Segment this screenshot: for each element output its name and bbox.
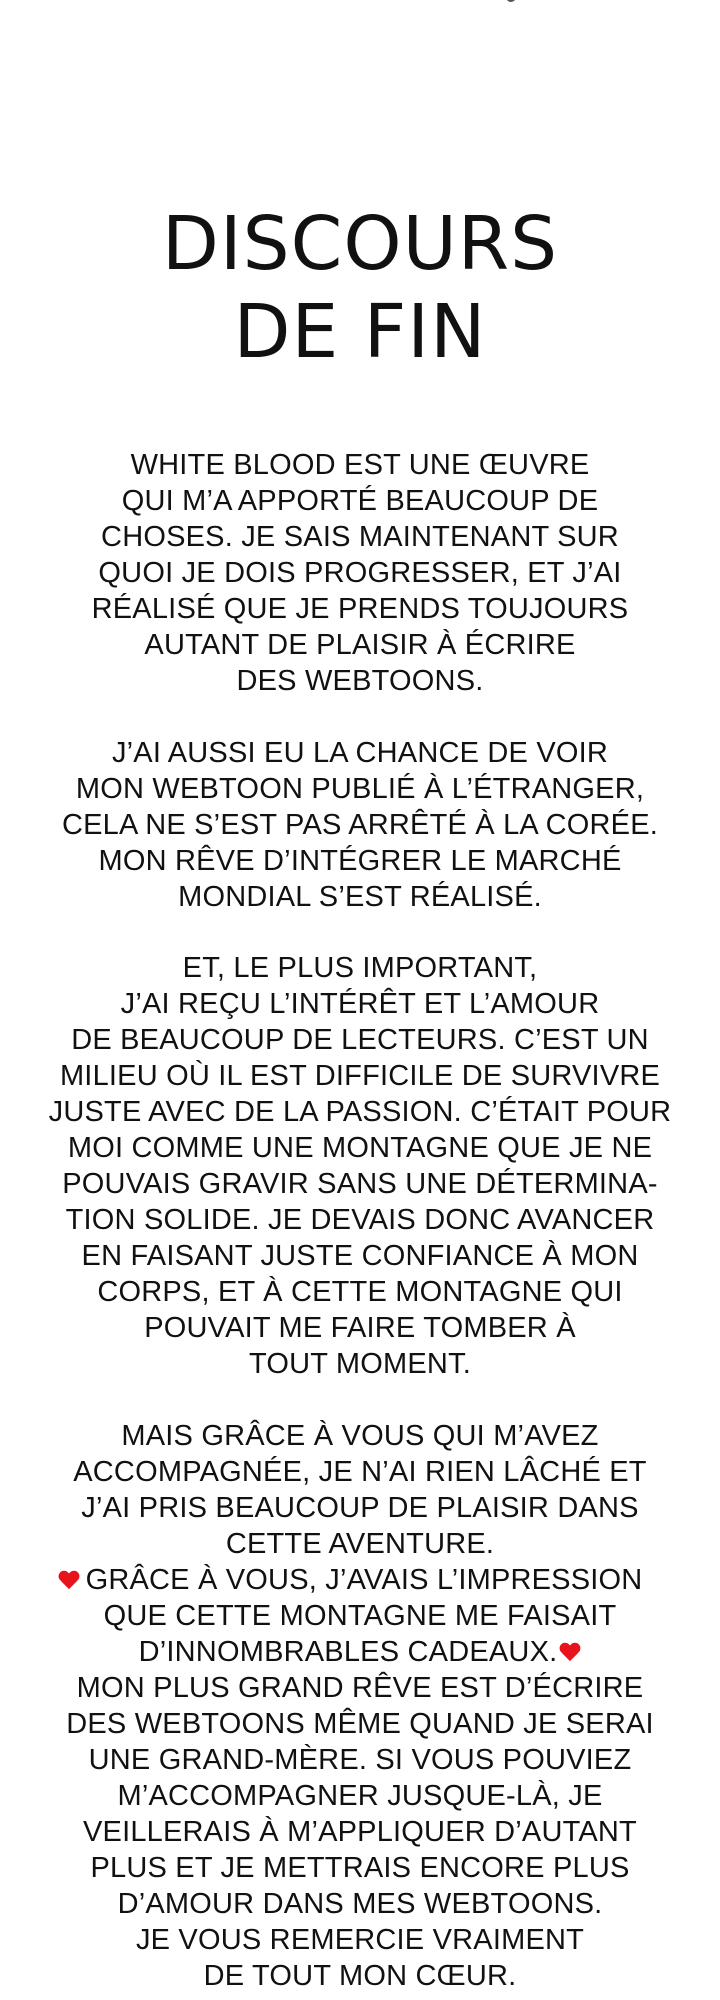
text-line: D’AMOUR DANS MES WEBTOONS.: [117, 1888, 603, 1920]
text-line-with-heart: [20, 1634, 700, 1670]
text-line: UNE GRAND-MÈRE. SI VOUS POUVIEZ: [88, 1744, 632, 1776]
text-line: QUE CETTE MONTAGNE ME FAISAIT: [103, 1600, 617, 1632]
text-line: TION SOLIDE. JE DEVAIS DONC AVANCER: [65, 1204, 655, 1236]
text-line: J’AI AUSSI EU LA CHANCE DE VOIR: [111, 737, 609, 769]
text-line: POUVAIS GRAVIR SANS UNE DÉTERMINA-: [62, 1168, 658, 1200]
text-line: MAIS GRÂCE À VOUS QUI M’AVEZ: [121, 1420, 599, 1452]
text-line: DE BEAUCOUP DE LECTEURS. C’EST UN: [71, 1024, 649, 1056]
paragraph-3: [20, 950, 700, 1382]
heart-icon: [58, 1570, 80, 1592]
text-line: PLUS ET JE METTRAIS ENCORE PLUS: [90, 1852, 630, 1884]
text-line: JUSTE AVEC DE LA PASSION. C’ÉTAIT POUR: [48, 1096, 672, 1128]
paragraph-4: [20, 1418, 700, 1994]
text-line: M’ACCOMPAGNER JUSQUE-LÀ, JE: [117, 1780, 603, 1812]
text-line: VEILLERAIS À M’APPLIQUER D’AUTANT: [83, 1816, 637, 1848]
text-line: MOI COMME UNE MONTAGNE QUE JE NE: [67, 1132, 653, 1164]
text-line: DE TOUT MON CŒUR.: [203, 1960, 517, 1992]
text-line: AUTANT DE PLAISIR À ÉCRIRE: [144, 629, 576, 661]
text-line-with-heart: [20, 1562, 700, 1598]
text-line: MILIEU OÙ IL EST DIFFICILE DE SURVIVRE: [59, 1060, 661, 1092]
page-title: [0, 200, 720, 376]
text-line: CHOSES. JE SAIS MAINTENANT SUR: [101, 521, 619, 553]
text-line: CORPS, ET À CETTE MONTAGNE QUI: [97, 1276, 623, 1308]
text-line: J’AI REÇU L’INTÉRÊT ET L’AMOUR: [120, 988, 600, 1020]
text-line: ACCOMPAGNÉE, JE N’AI RIEN LÂCHÉ ET: [73, 1456, 647, 1488]
text-line: CELA NE S’EST PAS ARRÊTÉ À LA CORÉE.: [61, 809, 658, 841]
text-line: MON WEBTOON PUBLIÉ À L’ÉTRANGER,: [75, 773, 645, 805]
text-line: MON RÊVE D’INTÉGRER LE MARCHÉ: [98, 845, 622, 877]
text-line: QUI M’A APPORTÉ BEAUCOUP DE: [121, 485, 599, 517]
text-line: JE VOUS REMERCIE VRAIMENT: [135, 1924, 585, 1956]
text-line: ET, LE PLUS IMPORTANT,: [182, 952, 538, 984]
text-line: D’INNOMBRABLES CADEAUX.: [138, 1636, 558, 1668]
text-line: POUVAIT ME FAIRE TOMBER À: [144, 1312, 576, 1344]
paragraph-1: [20, 447, 700, 699]
title-line: DISCOURS: [161, 201, 559, 287]
text-line: TOUT MOMENT.: [248, 1348, 472, 1380]
text-line: CETTE AVENTURE.: [225, 1528, 495, 1560]
text-line: J’AI PRIS BEAUCOUP DE PLAISIR DANS: [81, 1492, 639, 1524]
text-line: EN FAISANT JUSTE CONFIANCE À MON: [81, 1240, 639, 1272]
text-line: GRÂCE À VOUS, J’AVAIS L’IMPRESSION: [85, 1564, 643, 1596]
top-edge-mark: [506, 0, 516, 2]
text-line: QUOI JE DOIS PROGRESSER, ET J’AI: [98, 557, 622, 589]
text-line: DES WEBTOONS MÊME QUAND JE SERAI: [66, 1708, 654, 1740]
title-line: DE FIN: [233, 289, 487, 375]
text-line: MON PLUS GRAND RÊVE EST D’ÉCRIRE: [76, 1672, 644, 1704]
text-line: DES WEBTOONS.: [236, 665, 484, 697]
text-line: RÉALISÉ QUE JE PRENDS TOUJOURS: [91, 593, 629, 625]
text-line: MONDIAL S’EST RÉALISÉ.: [178, 881, 542, 913]
heart-icon: [559, 1642, 581, 1664]
paragraph-2: [20, 735, 700, 915]
text-line: WHITE BLOOD EST UNE ŒUVRE: [130, 449, 590, 481]
